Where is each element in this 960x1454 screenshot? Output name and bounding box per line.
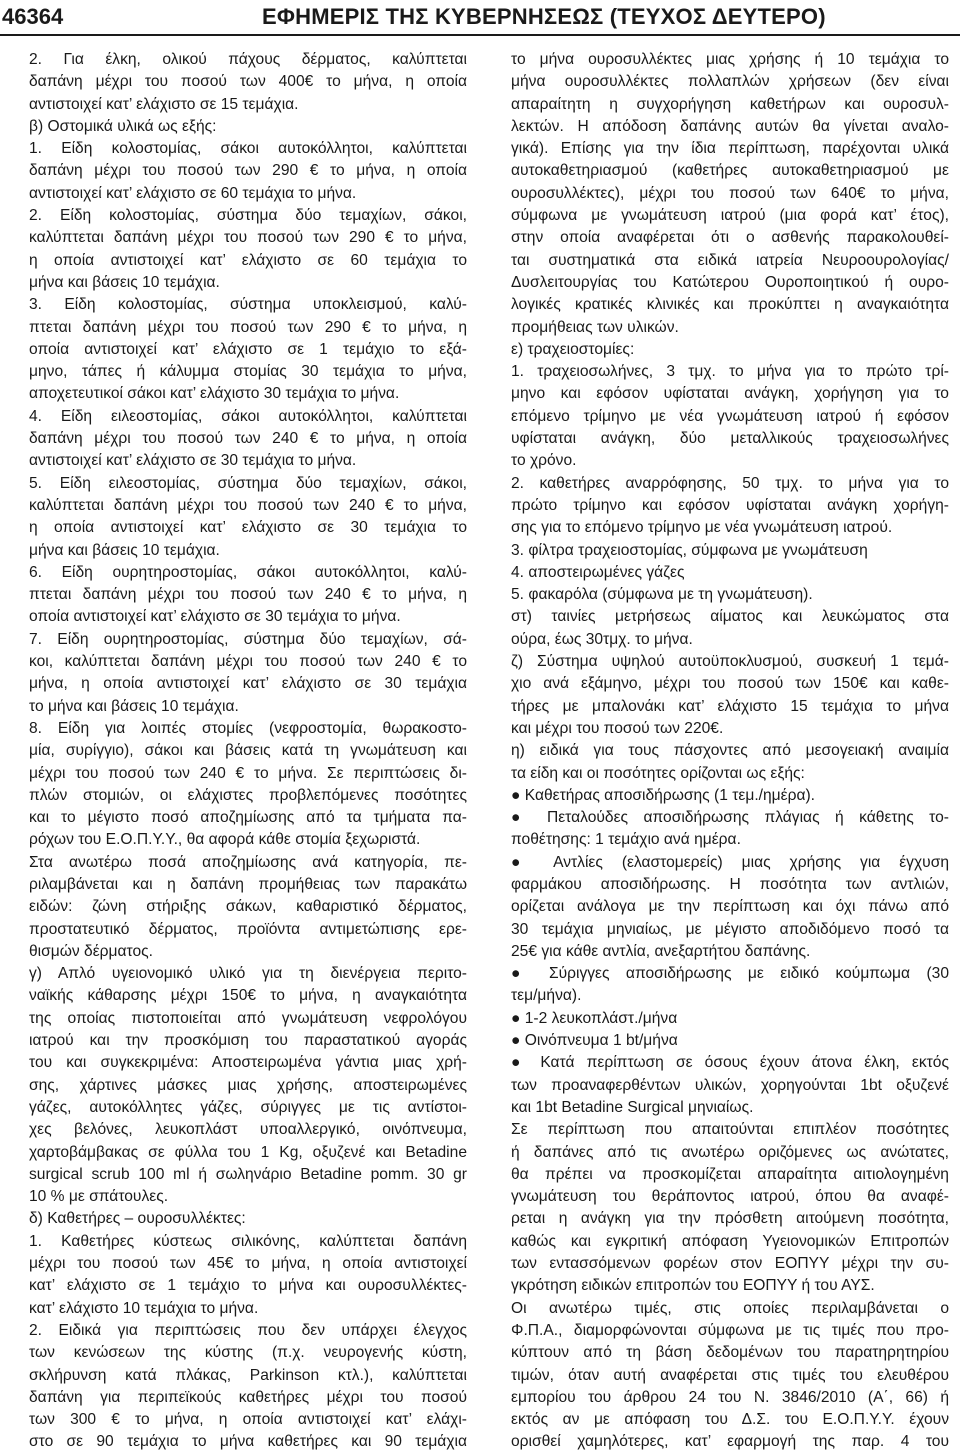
text-line: 5. Είδη ειλεοστομίας, σύστημα δύο τεμαχίων, σάκοι, xyxy=(29,474,467,492)
text-line: και το μέγιστο ποσό αποζημίωσης από τα τμήματα πα- xyxy=(29,809,467,827)
text-line: δ) Καθετήρες – ουροσυλλέκτες: xyxy=(29,1210,246,1228)
text-line: πτεται δαπάνη μέχρι του ποσού των 240 € το μήνα, η xyxy=(29,586,467,604)
text-line: ορίζεται ανάλογα με την περίπτωση και όχι πάνω από xyxy=(511,898,949,916)
text-line: 3. φίλτρα τραχειοστομίας, σύμφωνα με γνωμάτευση xyxy=(511,541,868,559)
text-line: Οι ανωτέρω τιμές, στις οποίες περιλαμβάνεται ο xyxy=(511,1299,949,1317)
text-line: καθώς και εγκριτική απόφαση Υγειονομικών Επιτροπών xyxy=(511,1232,949,1250)
text-line: 4. Είδη ειλεοστομίας, σάκοι αυτοκόλλητοι, καλύπτεται xyxy=(29,407,467,425)
text-line: το μήνα και βάσεις 10 τεμάχια. xyxy=(29,697,239,715)
text-line: λογικές κρατικές κλινικές και προκύπτει η αναγκαιότητα xyxy=(511,296,949,314)
text-line: κύπτουν από τη βάση δεδομένων του παρατηρητηρίου xyxy=(511,1344,949,1362)
text-line: χαρτοβάμβακας σε φύλλα του 1 Kg, οξυζενέ και Betadine xyxy=(29,1143,467,1161)
text-line: μία, συρίγγιο), σάκοι και βάσεις κατά τη γνωμάτευση και xyxy=(29,742,467,760)
text-line: γ) Απλό υγειονομικό υλικό για τη διενέργεια περιτο- xyxy=(29,965,467,983)
text-line: προστατευτικό δέρματος, προϊόντα αντιμετώπισης ερε- xyxy=(29,920,467,938)
text-line: 2. Ειδικά για περιπτώσεις που δεν υπάρχει έλεγχος xyxy=(29,1321,467,1339)
text-line: το μήνα ουροσυλλέκτες μιας χρήσης ή 10 τεμάχια το xyxy=(511,51,949,68)
text-line: μέχρι του ποσού των 240 € το μήνα. Σε περιπτώσεις δι- xyxy=(29,764,467,782)
text-line: ριλαμβάνεται και η δαπάνη προμήθειας των παρακάτω xyxy=(29,875,467,893)
text-line: μήνα και βάσεις 10 τεμάχια. xyxy=(29,273,220,291)
text-line: σκλήρυνση κατά πλάκας, Parkinson κτλ.), καλύπτεται xyxy=(29,1366,467,1384)
text-line: μηνο, τάπες ή κάλυμμα στομίας 30 τεμάχια το μήνα, xyxy=(29,363,467,381)
text-line: ορισθεί χαμηλότερες, κατ’ εφαρμογή της παρ. 4 του xyxy=(511,1433,949,1451)
text-line: 7. Είδη ουρητηροστομίας, σύστημα δύο τεμαχίων, σά- xyxy=(29,630,467,648)
text-line: γάζες, αυτοκόλλητες γάζες, σύριγγες με τις αντίστοι- xyxy=(29,1098,467,1116)
text-line: μηνο και εφόσον υφίσταται ανάγκη, χορήγηση για το xyxy=(511,385,949,403)
text-line: 10 % με σπάτουλες. xyxy=(29,1188,169,1206)
text-line: 4. αποστειρωμένες γάζες xyxy=(511,563,685,581)
text-line: ● Πεταλούδες αποσιδήρωσης πλάγιας ή κάθετης το- xyxy=(511,809,949,827)
text-line: ρεται η ανάγκη για την πρόσθετη αιτούμενη ποσότητα, xyxy=(511,1210,949,1228)
text-line: μέχρι του ποσού των 45€ το μήνα, η οποία αντιστοιχεί xyxy=(29,1255,467,1273)
text-line: χες βελόνες, λευκοπλάστ υποαλλεργικό, οινόπνευμα, xyxy=(29,1121,467,1139)
text-line: ουροσυλλέκτες), μέχρι του ποσού των 640€ το μήνα, xyxy=(511,184,949,202)
text-line: εκτός αν με απόφαση του Δ.Σ. του Ε.Ο.Π.Υ.Υ. έχουν xyxy=(511,1411,949,1429)
text-line: 5. φακαρόλα (σύμφωνα με τη γνωμάτευση). xyxy=(511,586,813,604)
text-line: ε) τραχειοστομίες: xyxy=(511,340,635,358)
text-line: 1. Καθετήρες κύστεως σιλικόνης, καλύπτεται δαπάνη xyxy=(29,1232,467,1250)
text-line: ζ) Σύστημα υψηλού αυτοϋποκλυσμού, συσκευή 1 τεμά- xyxy=(511,653,949,671)
text-line: αντιστοιχεί κατ’ ελάχιστο σε 30 τεμάχια το μήνα. xyxy=(29,452,357,470)
text-line: Στα ανωτέρω ποσά αποζημίωσης ανά κατηγορία, πε- xyxy=(29,853,467,871)
text-line: προμήθειας των υλικών. xyxy=(511,318,679,336)
text-line: 8. Είδη για λοιπές στομίες (νεφροστομία, θωρακοστο- xyxy=(29,719,467,737)
text-line: πρώτο τρίμηνο και εφόσον υφίσταται ανάγκη χορήγη- xyxy=(511,496,949,514)
text-line: γικά). Επίσης για την ίδια περίπτωση, παρέχονται υλικά xyxy=(511,140,949,158)
text-line: αντιστοιχεί κατ’ ελάχιστο σε 60 τεμάχια το μήνα. xyxy=(29,184,357,202)
text-line: 2. Είδη κολοστομίας, σύστημα δύο τεμαχίων, σάκοι, xyxy=(29,207,467,225)
text-column-left xyxy=(29,49,467,1454)
text-line: ● 1-2 λευκοπλάστ./μήνα xyxy=(511,1009,678,1027)
text-line: τιμών, όταν αυτή αναφέρεται στις τιμές του ελευθέρου xyxy=(511,1366,949,1384)
text-line: αυτοκαθετηριασμού (καθετήρες αυτοκαθετηριασμού με xyxy=(511,162,949,180)
text-line: υφίσταται ανάγκη, δύο μεταλλικούς τραχειοσωλήνες xyxy=(511,430,949,448)
page-number: 46364 xyxy=(2,4,64,29)
text-line: λεκτών. Η απόδοση δαπάνης αυτών θα γίνεται αναλο- xyxy=(511,117,949,135)
text-line: οποία αντιστοιχεί κατ’ ελάχιστο σε 30 τεμάχια το μήνα. xyxy=(29,608,401,626)
text-line: ποθέτησης: 1 τεμάχιο ανά ημέρα. xyxy=(511,831,741,849)
text-line: χιο ανά εξάμηνο, μέχρι του ποσού των 150€ και καθε- xyxy=(511,675,949,693)
text-line: δαπάνη μέχρι του ποσού των 400€ το μήνα, η οποία xyxy=(29,73,467,91)
header-rule xyxy=(0,34,960,36)
text-line: καλύπτεται δαπάνη μέχρι του ποσού των 290 € το μήνα, xyxy=(29,229,467,247)
text-line: και μέχρι του ποσού των 220€. xyxy=(511,719,724,737)
text-line: πλών στομιών, οι ελάχιστες προβλεπόμενες ποσότητες xyxy=(29,786,467,804)
text-line: 6. Είδη ουρητηροστομίας, σάκοι αυτοκόλλητοι, καλύ- xyxy=(29,563,467,581)
text-line: του και συγκεκριμένα: Αποστειρωμένα γάντια μιας χρή- xyxy=(29,1054,467,1072)
text-line: τεμ/μήνα). xyxy=(511,987,582,1005)
text-line: ● Σύριγγες αποσιδήρωσης με ειδικό κούμπωμα (30 xyxy=(511,965,949,983)
text-line: επόμενο τρίμηνο με νέα γνωμάτευση ιατρού ή εφόσον xyxy=(511,407,949,425)
text-line: γνωμάτευση του θεράποντος ιατρού, όπου θα αναφέ- xyxy=(511,1188,949,1206)
text-line: κατ’ ελάχιστο σε 1 τεμάχιο το μήνα και ουροσυλλέκτες- xyxy=(29,1277,467,1295)
text-line: η) ειδικά για τους πάσχοντες από μεσογειακή αναιμία xyxy=(511,742,949,760)
text-line: 25€ για κάθε αντλία, ανεξαρτήτου δαπάνης. xyxy=(511,942,811,960)
text-line: ● Οινόπνευμα 1 bt/μήνα xyxy=(511,1032,678,1050)
text-line: των κενώσεων της κύστης (π.χ. νευρογενής κύστη, xyxy=(29,1344,467,1362)
text-line: σύμφωνα με γνωμάτευση ιατρού (μια φορά κατ’ έτος), xyxy=(511,207,949,225)
text-line: μήνα, η οποία αντιστοιχεί κατ’ ελάχιστο σε 30 τεμάχια xyxy=(29,675,467,693)
text-line: 2. καθετήρες αναρρόφησης, 50 τμχ. το μήνα για το xyxy=(511,474,949,492)
text-line: στ) ταινίες μετρήσεως αίματος και λευκώματος στα xyxy=(511,608,949,626)
text-line: αποχετευτικοί σάκοι κατ’ ελάχιστο 30 τεμάχια το μήνα. xyxy=(29,385,400,403)
text-line: θα πρέπει να προσκομίζεται απαραίτητα αιτιολογημένη xyxy=(511,1165,949,1183)
text-line: σης για το επόμενο τρίμηνο με νέα γνωμάτευση ιατρού. xyxy=(511,519,893,537)
page-header xyxy=(0,0,960,40)
text-line: ούρα, έως 30τμχ. το μήνα. xyxy=(511,630,693,648)
text-line: ειδών: ζώνη στήριξης σάκων, καθαριστικό δέρματος, xyxy=(29,898,467,916)
text-line: καλύπτεται δαπάνη μέχρι του ποσού των 240 € το μήνα, xyxy=(29,496,467,514)
text-line: Φ.Π.Α., διαμορφώνονται σύμφωνα με τις τιμές που προ- xyxy=(511,1321,949,1339)
text-line: οποία αντιστοιχεί κατ’ ελάχιστο σε 1 τεμάχιο το εξά- xyxy=(29,340,467,358)
text-line: στην οποία αναφέρεται ότι ο ασθενής παρακολουθεί- xyxy=(511,229,949,247)
text-line: της οποίας πιστοποιείται από γνωμάτευση νεφρολόγου xyxy=(29,1009,467,1027)
text-line: στο σε 90 τεμάχια το μήνα καθετήρες και 90 τεμάχια xyxy=(29,1433,467,1451)
text-line: μήνα και βάσεις 10 τεμάχια. xyxy=(29,541,220,559)
text-line: εμπορίου του άρθρου 24 του Ν. 3846/2010 (Α΄, 66) ή xyxy=(511,1388,949,1406)
text-line: ● Κατά περίπτωση σε όσους έχουν άτονα έλκη, εκτός xyxy=(511,1054,949,1072)
text-line: 3. Είδη κολοστομίας, σύστημα υποκλεισμού, καλύ- xyxy=(29,296,467,314)
text-line: θισμών δέρματος. xyxy=(29,942,154,960)
text-line: πτεται δαπάνη μέχρι του ποσού των 290 € το μήνα, η xyxy=(29,318,467,336)
text-line: μήνα ουροσυλλέκτες πολλαπλών χρήσεων (δεν είναι xyxy=(511,73,949,91)
text-line: τήρες με μπαλονάκι κατ’ ελάχιστο 15 τεμάχια το μήνα xyxy=(511,697,949,715)
text-line: η οποία αντιστοιχεί κατ’ ελάχιστο σε 60 τεμάχια το xyxy=(29,251,467,269)
text-line: 1. τραχειοσωλήνες, 3 τμχ. το μήνα για το πρώτο τρί- xyxy=(511,363,949,381)
text-line: 2. Για έλκη, ολικού πάχους δέρματος, καλύπτεται xyxy=(29,51,467,68)
text-line: ● Καθετήρας αποσιδήρωσης (1 τεμ./ημέρα). xyxy=(511,786,816,804)
text-line: ή δαπάνες από τις ανωτέρω οριζόμενες ως ανώτατες, xyxy=(511,1143,949,1161)
text-line: κατ’ ελάχιστο 10 τεμάχια το μήνα. xyxy=(29,1299,259,1317)
text-line: φαρμάκου αποσιδήρωσης. Η ποσότητα των αντλιών, xyxy=(511,875,949,893)
text-line: ρόχων του Ε.Ο.Π.Υ.Υ., θα αφορά κάθε στομία ξεχωριστά. xyxy=(29,831,421,849)
text-column-right xyxy=(511,49,949,1454)
text-line: των εντασσόμενων φορέων στον ΕΟΠΥΥ μέχρι την συ- xyxy=(511,1255,949,1273)
text-line: 30 τεμάχια μηνιαίως, με μέγιστο αποδιδόμενο ποσό τα xyxy=(511,920,949,938)
text-line: δαπάνη μέχρι του ποσού των 290 € το μήνα, η οποία xyxy=(29,162,467,180)
text-line: Δυσλειτουργίας του Κατώτερου Ουροποιητικού ή ουρο- xyxy=(511,273,949,291)
text-line: αντιστοιχεί κατ’ ελάχιστο σε 15 τεμάχια. xyxy=(29,95,299,113)
gazette-title: ΕΦΗΜΕΡΙΣ ΤΗΣ ΚΥΒΕΡΝΗΣΕΩΣ (ΤΕΥΧΟΣ ΔΕΥΤΕΡΟ) xyxy=(262,4,826,29)
text-line: των προαναφερθέντων υλικών, χορηγούνται 1bt οξυζενέ xyxy=(511,1076,949,1094)
text-line: των 300 € το μήνα, η οποία αντιστοιχεί κατ’ ελάχι- xyxy=(29,1411,467,1429)
text-line: Σε περίπτωση που απαιτούνται επιπλέον ποσότητες xyxy=(511,1121,949,1139)
text-line: κοι, καλύπτεται δαπάνη μέχρι του ποσού των 240 € το xyxy=(29,653,467,671)
text-line: δαπάνη για περιπεϊκούς καθετήρες μέχρι του ποσού xyxy=(29,1388,467,1406)
text-line: β) Οστομικά υλικά ως εξής: xyxy=(29,117,217,135)
text-line: ιατρού και την προσκόμιση του παραστατικού αγοράς xyxy=(29,1032,467,1050)
text-line: ται συστηματικά στα ειδικά ιατρεία Νευροουρολογίας/ xyxy=(511,251,949,269)
text-line: απαραίτητη η συγχορήγηση καθετήρων και ουροσυλ- xyxy=(511,95,949,113)
text-line: γκρότηση ειδικών επιτροπών του ΕΟΠΥΥ ή του ΑΥΣ. xyxy=(511,1277,875,1295)
text-line: το χρόνο. xyxy=(511,452,577,470)
text-line: ναϊκής κάθαρσης μέχρι 150€ το μήνα, η αναγκαιότητα xyxy=(29,987,467,1005)
text-line: και 1bt Betadine Surgical μηνιαίως. xyxy=(511,1098,754,1116)
text-line: τα είδη και οι ποσότητες ορίζονται ως εξής: xyxy=(511,764,805,782)
text-line: η οποία αντιστοιχεί κατ’ ελάχιστο σε 30 τεμάχια το xyxy=(29,519,467,537)
text-line: ● Αντλίες (ελαστομερείς) μιας χρήσης για έγχυση xyxy=(511,853,949,871)
text-line: δαπάνη μέχρι του ποσού των 240 € το μήνα, η οποία xyxy=(29,430,467,448)
text-line: 1. Είδη κολοστομίας, σάκοι αυτοκόλλητοι, καλύπτεται xyxy=(29,140,467,158)
text-line: surgical scrub 100 ml ή σωληνάριο Betadine pomm. 30 gr xyxy=(29,1165,467,1183)
text-line: σης, χάρτινες μάσκες μιας χρήσης, αποστειρωμένες xyxy=(29,1076,467,1094)
